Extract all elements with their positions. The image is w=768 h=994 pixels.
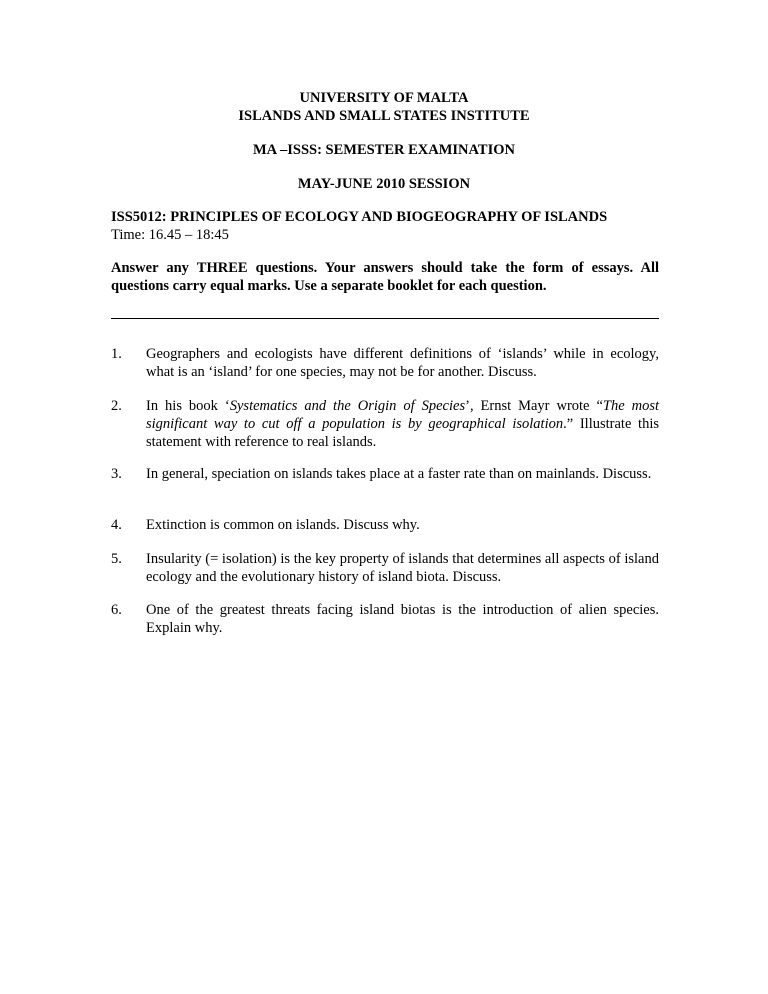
question-number: 1. — [111, 346, 122, 362]
question-text: Insularity (= isolation) is the key property of islands that determines all aspects of island ecology and the evolutionary history of island biota. Discuss. — [146, 551, 659, 586]
question-text-mid: ’, Ernst Mayr wrote “ — [465, 398, 603, 414]
exam-time: Time: 16.45 – 18:45 — [111, 227, 229, 243]
university-name: UNIVERSITY OF MALTA — [299, 90, 469, 106]
question-text: One of the greatest threats facing island biotas is the introduction of alien species. Explain why. — [146, 602, 659, 637]
question-number: 5. — [111, 551, 122, 567]
institute-name: ISLANDS AND SMALL STATES INSTITUTE — [238, 108, 530, 124]
question-text-pre: In his book ‘ — [146, 398, 230, 414]
question-number: 2. — [111, 398, 122, 414]
question-text: In general, speciation on islands takes place at a faster rate than on mainlands. Discuss. — [146, 466, 652, 482]
mayr-quote: The most significant way to cut off a population is by geographical isolation — [146, 398, 659, 433]
question-text: Geographers and ecologists have different definitions of ‘islands’ while in ecology, what is an ‘island’ for one species, may not be for another. Discuss. — [146, 346, 659, 381]
course-title: ISS5012: PRINCIPLES OF ECOLOGY AND BIOGEOGRAPHY OF ISLANDS — [111, 209, 608, 225]
question-text: Extinction is common on islands. Discuss why. — [146, 517, 420, 533]
question-6 — [111, 601, 659, 637]
question-4 — [111, 516, 659, 534]
instructions: Answer any THREE questions. Your answers should take the form of essays. All questions carry equal marks. Use a separate booklet for each question. — [111, 260, 659, 295]
question-2 — [111, 397, 659, 451]
divider — [111, 318, 659, 319]
book-title: Systematics and the Origin of Species — [229, 398, 466, 414]
question-1 — [111, 345, 659, 381]
question-number: 3. — [111, 466, 122, 482]
question-text-post: .” Illustrate this statement with reference to real islands. — [146, 416, 659, 451]
question-number: 6. — [111, 602, 122, 618]
question-number: 4. — [111, 517, 122, 533]
session-title: MAY-JUNE 2010 SESSION — [297, 176, 471, 192]
question-3 — [111, 465, 659, 483]
question-5 — [111, 550, 659, 586]
question-text — [146, 397, 659, 451]
programme-title: MA –ISSS: SEMESTER EXAMINATION — [253, 142, 515, 158]
